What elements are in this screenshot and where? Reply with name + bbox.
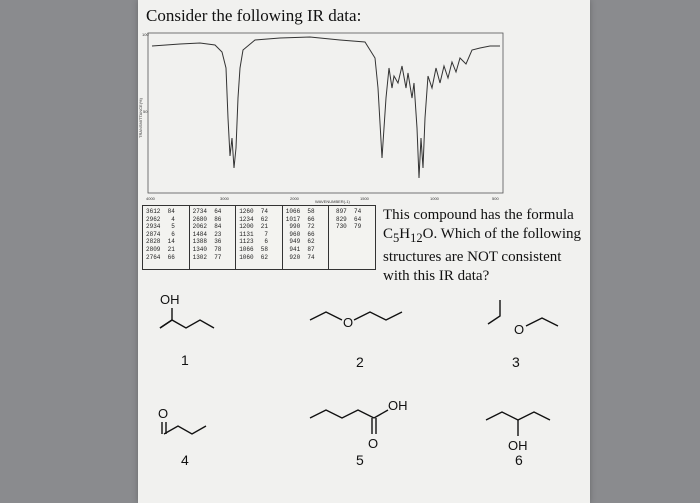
structure-5 (300, 396, 440, 456)
y-tick-mid: 50 (143, 109, 148, 114)
ether-oxygen: O (514, 322, 525, 337)
question-part: This compound has the formula C (383, 207, 574, 242)
x-axis-label: WAVENUMBER(-1) (315, 199, 350, 204)
question-part: H (399, 226, 411, 242)
x-tick: 1000 (430, 196, 439, 201)
oh-label: OH (508, 438, 528, 453)
question-text (383, 206, 583, 286)
x-tick: 4000 (146, 196, 155, 201)
structure-6 (478, 398, 578, 458)
peak-column: 897 74 829 64 730 79 (335, 208, 362, 231)
peak-column: 1260 74 1234 62 1200 21 1131 7 1123 6 1066 58 1060 62 (236, 206, 283, 269)
structure-label-6: 6 (515, 452, 523, 468)
x-tick: 500 (492, 196, 499, 201)
ir-spectrum (140, 28, 510, 203)
subscript-c: 5 (393, 231, 400, 245)
x-tick: 1500 (360, 196, 369, 201)
question-heading: Consider the following IR data: (146, 6, 362, 25)
peak-column: 3612 84 2962 4 2934 5 2874 6 2828 14 2809 21 2764 66 (143, 206, 190, 269)
carbonyl-oxygen: O (368, 436, 379, 451)
spectrum-trace (152, 37, 500, 178)
y-axis-label: TRANSMITTANCE(%) (138, 98, 143, 138)
structure-label-2: 2 (356, 354, 364, 370)
x-tick: 3000 (220, 196, 229, 201)
ir-peak-table (142, 205, 376, 270)
ether-oxygen: O (343, 315, 354, 330)
structure-2 (302, 298, 422, 338)
peak-column: 1066 58 1017 66 990 72 960 66 949 62 941 87 920 74 (283, 206, 330, 269)
y-tick-top: 100 (142, 32, 149, 37)
question-part: O. Which of the following structures are NOT consistent with this IR data? (383, 226, 582, 284)
carbonyl-oxygen: O (158, 406, 169, 421)
x-tick: 2000 (290, 196, 299, 201)
subscript-h: 12 (410, 231, 423, 245)
structure-label-5: 5 (356, 452, 364, 468)
structure-1 (148, 290, 228, 350)
oh-label: OH (160, 292, 180, 307)
structure-label-3: 3 (512, 354, 520, 370)
structure-label-4: 4 (181, 452, 189, 468)
structure-label-1: 1 (181, 352, 189, 368)
oh-label: OH (388, 398, 408, 413)
peak-column: 2734 64 2680 86 2062 84 1484 23 1388 36 1340 78 1302 77 (190, 206, 237, 269)
structure-3 (480, 294, 580, 344)
spectrum-frame (148, 33, 503, 193)
